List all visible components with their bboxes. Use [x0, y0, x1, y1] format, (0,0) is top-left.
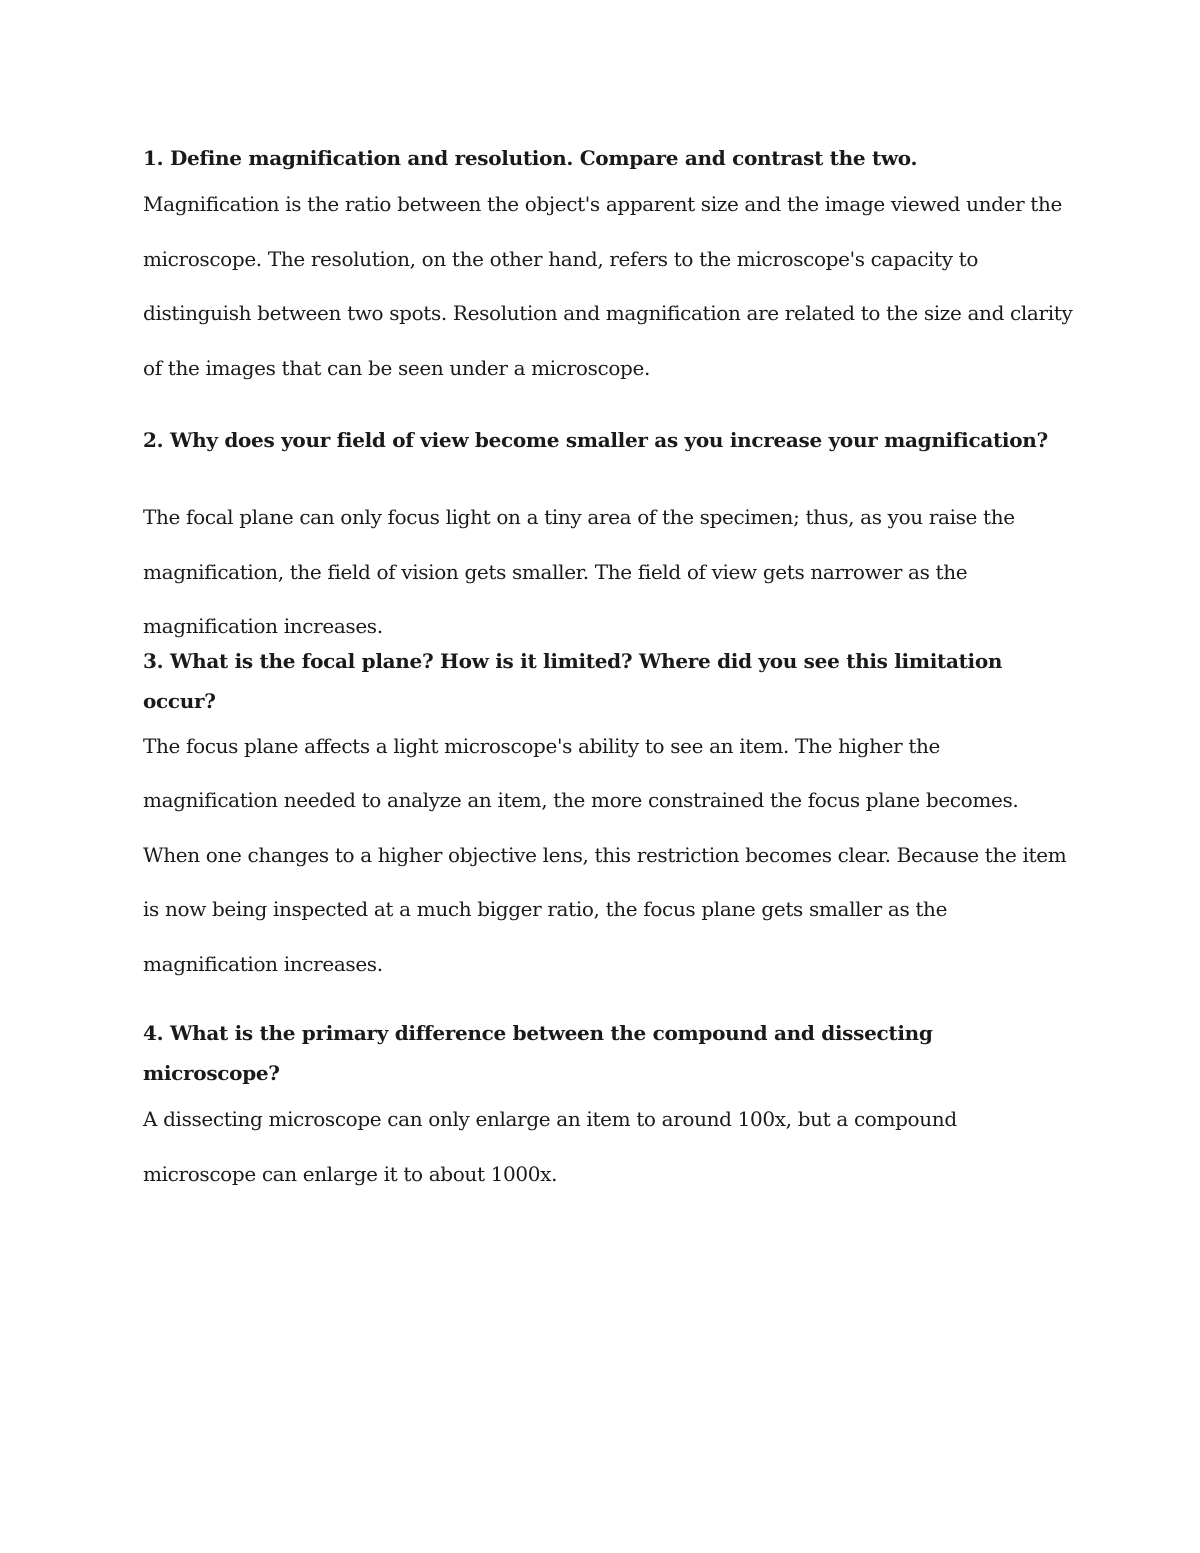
answer-4: A dissecting microscope can only enlarge an item to around 100x, but a compound microscope can enlarge it to about 1000x.: [143, 1107, 957, 1186]
document-body: [143, 138, 1073, 1201]
answer-1: Magnification is the ratio between the object's apparent size and the image viewed under the microscope. The resolution, on the other hand, refers to the microscope's capacity to distinguish between two spots. Resolution and magnification are related to the size and clarity of the images that can be seen under a microscope.: [143, 192, 1073, 380]
answer-3: The focus plane affects a light microscope's ability to see an item. The higher the magnification needed to analyze an item, the more constrained the focus plane becomes. When one changes to a higher objective lens, this restriction becomes clear. Because the item is now being inspected at a much bigger ratio, the focus plane gets smaller as the magnification increases.: [143, 733, 1067, 976]
answer-2: The focal plane can only focus light on a tiny area of the specimen; thus, as you raise the magnification, the field of vision gets smaller. The field of view gets narrower as the magnification increases.: [143, 505, 1015, 638]
question-2: 2. Why does your field of view become smaller as you increase your magnification?: [143, 428, 1048, 452]
question-3: 3. What is the focal plane? How is it limited? Where did you see this limitation occur?: [143, 648, 1003, 713]
question-1: 1. Define magnification and resolution. Compare and contrast the two.: [143, 146, 918, 170]
question-4: 4. What is the primary difference between the compound and dissecting microscope?: [143, 1021, 933, 1085]
